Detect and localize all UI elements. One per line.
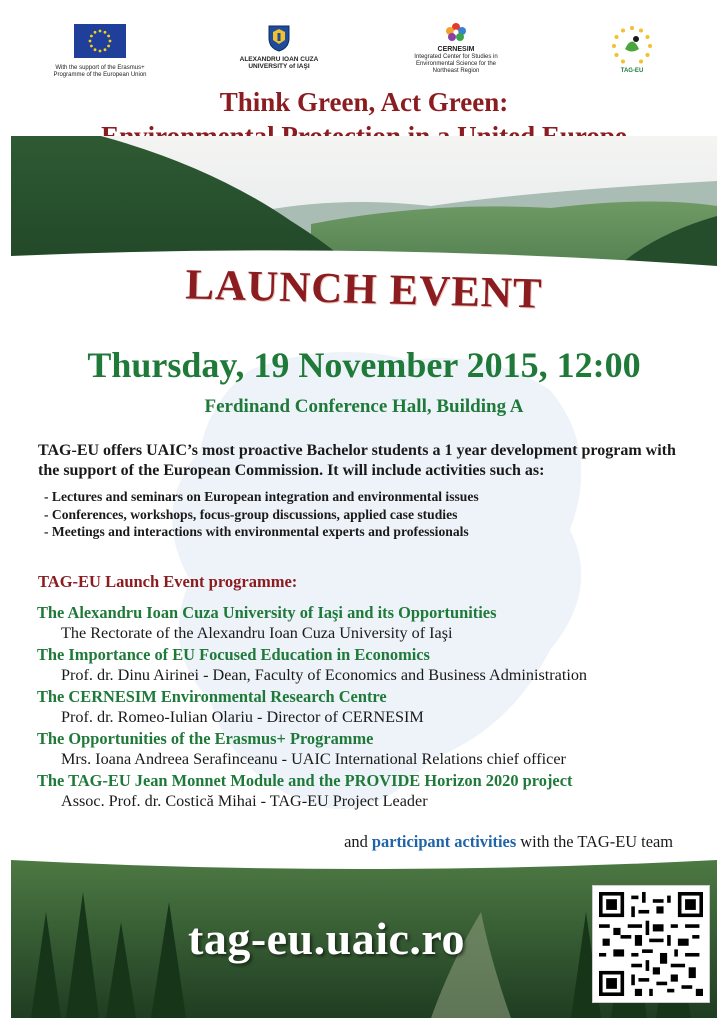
poster-title-line-1: Think Green, Act Green: — [219, 87, 509, 117]
program-item-speaker: Mrs. Ioana Andreea Serafinceanu - UAIC International Relations chief officer — [61, 750, 566, 768]
program-item — [37, 644, 717, 686]
activity-item: - Conferences, workshops, focus-group discussions, applied case studies — [44, 506, 458, 522]
activities-list — [44, 488, 684, 541]
program-item — [37, 770, 717, 812]
logo-bar — [0, 0, 728, 86]
program-item-speaker: Prof. dr. Dinu Airinei - Dean, Faculty of Economics and Business Administration — [61, 666, 588, 684]
program-item-title: The TAG-EU Jean Monnet Module and the PROVIDE Horizon 2020 project — [37, 771, 573, 790]
uaic-crest-icon — [265, 24, 293, 52]
program-item-title: The Opportunities of the Erasmus+ Programme — [37, 729, 374, 748]
activity-item: - Meetings and interactions with environmental experts and professionals — [44, 524, 469, 539]
program-item-speaker: Assoc. Prof. dr. Costică Mihai - TAG-EU Project Leader — [61, 792, 428, 810]
qr-code-icon[interactable] — [592, 885, 710, 1003]
cernesim-caption: Integrated Center for Studies in Environmental Science for the Northeast Region — [414, 54, 498, 74]
event-date: Thursday, 19 November 2015, 12:00 — [87, 345, 641, 385]
eu-logo — [50, 24, 150, 79]
uaic-caption-1: ALEXANDRU IOAN CUZA — [239, 56, 319, 63]
program-item-speaker: Prof. dr. Romeo-Iulian Olariu - Director of CERNESIM — [61, 708, 424, 726]
program-item-title: The CERNESIM Environmental Research Centre — [37, 687, 387, 706]
intro-paragraph: TAG-EU offers UAIC’s most proactive Bachelor students a 1 year development program with the support of the European Commission. It will include activities such as: — [38, 442, 676, 479]
launch-event-heading: LAUNCH EVENT — [184, 261, 544, 318]
program-list — [37, 602, 717, 812]
program-item — [37, 728, 717, 770]
event-venue: Ferdinand Conference Hall, Building A — [204, 396, 524, 417]
uaic-logo — [234, 24, 324, 70]
closing-after: with the TAG-EU team — [516, 832, 673, 851]
tag-eu-caption: TAG-EU — [620, 68, 644, 74]
program-item-speaker: The Rectorate of the Alexandru Ioan Cuza University of Iaşi — [61, 624, 453, 642]
activity-item: - Lectures and seminars on European integration and environmental issues — [44, 489, 479, 504]
program-heading: TAG-EU Launch Event programme: — [38, 572, 298, 591]
closing-before: and — [344, 832, 372, 851]
closing-line — [344, 832, 673, 852]
tag-eu-logo — [604, 24, 660, 75]
website-url[interactable]: tag-eu.uaic.ro — [188, 913, 466, 964]
cernesim-title: CERNESIM — [437, 46, 475, 53]
cernesim-logo — [410, 22, 502, 75]
tag-eu-logo-icon — [608, 24, 656, 64]
eu-caption: With the support of the Erasmus+ Programme of the European Union — [53, 65, 147, 78]
program-item-title: The Alexandru Ioan Cuza University of Iaşi and its Opportunities — [37, 603, 497, 622]
cernesim-flower-icon — [444, 22, 468, 42]
program-item — [37, 686, 717, 728]
closing-highlight: participant activities — [371, 832, 517, 851]
program-item — [37, 602, 717, 644]
eu-flag-icon — [74, 24, 126, 58]
program-item-title: The Importance of EU Focused Education in Economics — [37, 645, 430, 664]
uaic-caption-2: UNIVERSITY of IAŞI — [248, 63, 310, 70]
